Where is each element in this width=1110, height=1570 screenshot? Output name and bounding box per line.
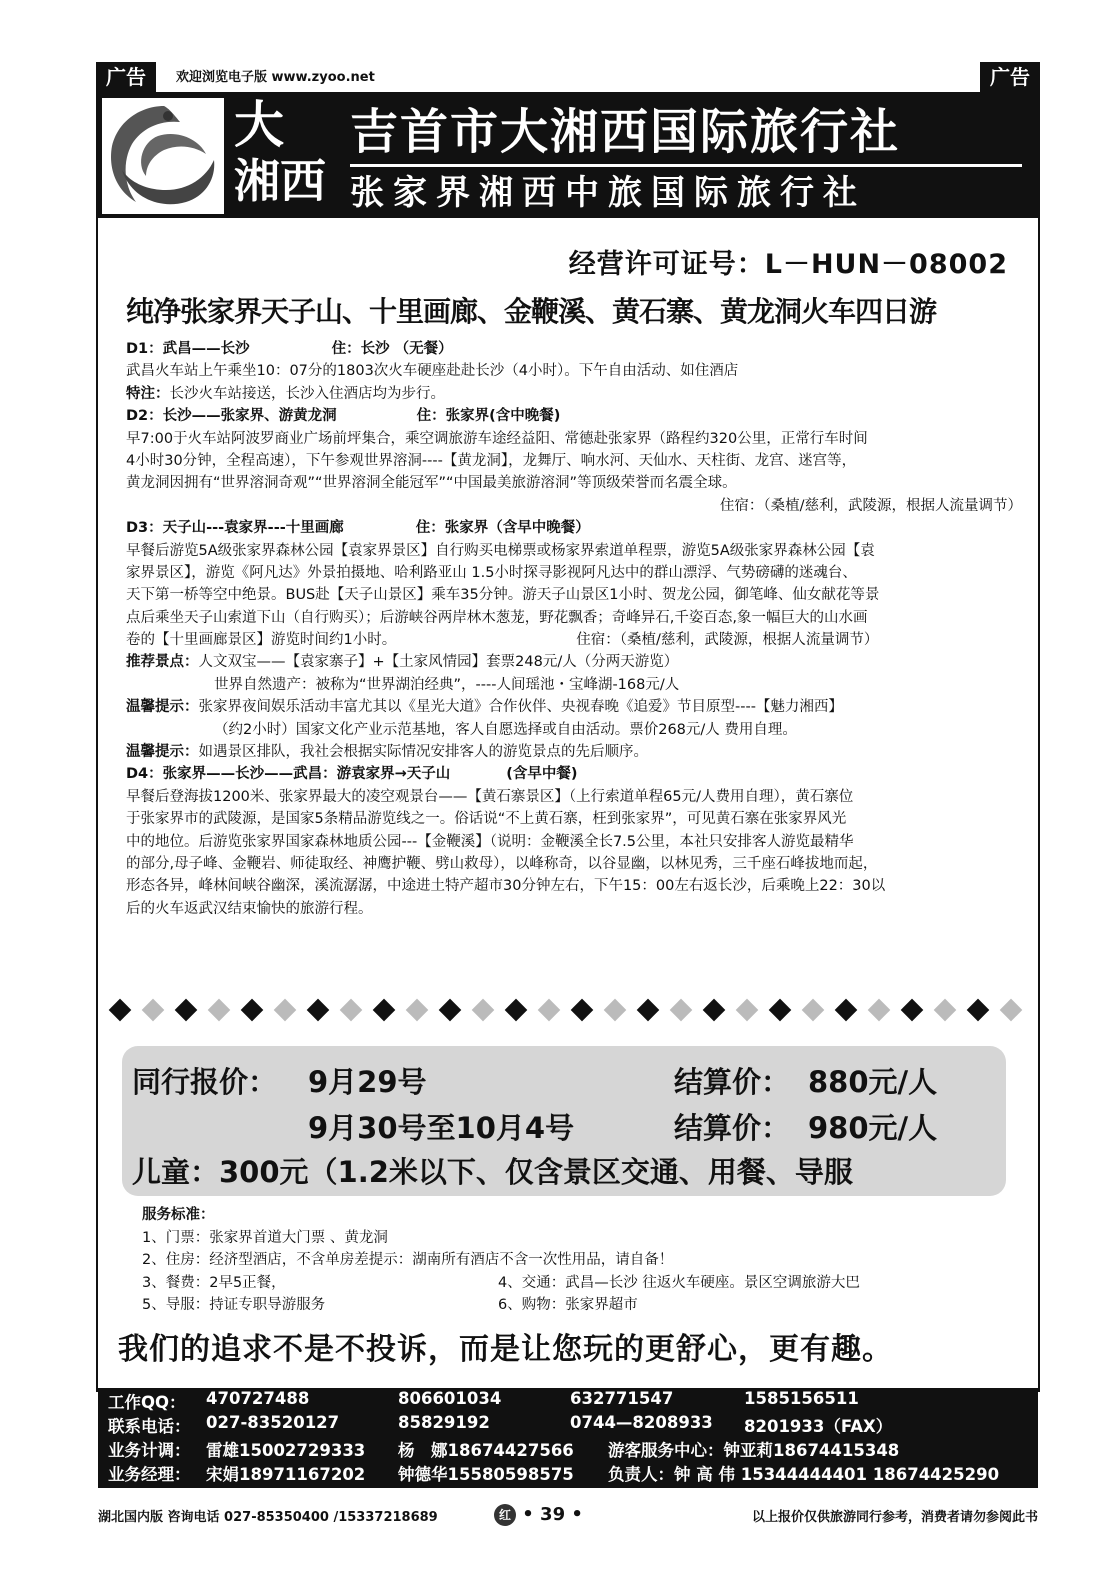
diamond-ornament-icon — [505, 999, 528, 1022]
tip1-row — [126, 696, 1026, 718]
qq-label: 工作QQ： — [108, 1393, 186, 1412]
tel-label: 联系电话： — [108, 1417, 191, 1436]
tip-label: 温馨提示： — [126, 744, 199, 761]
day3-title: D3：天子山---袁家界---十里画廊 — [126, 520, 344, 537]
header-divider — [350, 164, 1022, 167]
tel-number: 85829192 — [398, 1413, 490, 1432]
contact-block — [98, 1388, 1038, 1488]
top-bar — [96, 62, 1040, 92]
day3-line: 点后乘坐天子山索道下山（自行购买）；后游峡谷两岸林木葱茏，野花飘香；奇峰异石,千姿百态,象一幅巨大的山水画 — [126, 609, 868, 626]
day2-stay: 住：张家界(含中晚餐) — [416, 408, 561, 425]
tel-number: 027-83520127 — [206, 1413, 340, 1432]
diamond-ornament-icon — [802, 999, 825, 1022]
day4-line: 形态各异，峰林间峡谷幽深，溪流潺潺，中途进土特产超市30分钟左右，下午15：00左右返长沙，后乘晚上22：30以 — [126, 878, 886, 895]
day3-stay: 住：张家界（含早中晚餐） — [415, 520, 590, 537]
service-row — [142, 1272, 1022, 1295]
diamond-ornament-icon — [703, 999, 726, 1022]
service-item: 6、购物：张家界超市 — [498, 1297, 638, 1313]
diamond-ornament-icon — [439, 999, 462, 1022]
diamond-ornament-icon — [934, 999, 957, 1022]
day4-line: 后的火车返武汉结束愉快的旅游行程。 — [126, 900, 373, 917]
diamond-ornament-icon — [637, 999, 660, 1022]
price-date-1: 9月29号 — [308, 1065, 427, 1099]
tip1-line: （约2小时）国家文化产业示范基地，客人自愿选择或自由活动。票价268元/人 费用自理。 — [214, 721, 797, 738]
diamond-ornament-icon — [373, 999, 396, 1022]
day2-line: 黄龙洞因拥有“世界溶洞奇观”“世界溶洞全能冠军”“中国最美旅游溶洞”等顶级荣誉而名震全球。 — [126, 475, 737, 492]
day1-title: D1：武昌——长沙 — [126, 341, 250, 357]
diamond-ornament-icon — [967, 999, 990, 1022]
note-label: 特注： — [126, 385, 170, 402]
diamond-ornament-icon — [109, 999, 132, 1022]
day4-line: 早餐后登海拔1200米、张家界最大的凌空观景台——【黄石寨景区】（上行索道单程65元/人费用自理），黄石寨位 — [126, 788, 854, 805]
edition-badge-icon: 红 — [494, 1504, 516, 1526]
day3-line: 卷的【十里画廊景区】游览时间约1小时。 — [126, 632, 397, 649]
diamond-ornament-icon — [175, 999, 198, 1022]
tour-headline: 纯净张家界天子山、十里画廊、金鞭溪、黄石寨、黄龙洞火车四日游 — [126, 295, 937, 328]
settle-label-1: 结算价： — [674, 1065, 791, 1099]
day2-title: D2：长沙——张家界、游黄龙洞 — [126, 408, 337, 425]
day3-line: 天下第一桥等空中绝景。BUS赴【天子山景区】乘车35分钟。游天子山景区1小时、贺龙公园，御笔峰、仙女献花等景 — [126, 587, 880, 604]
tel-number: 0744—8208933 — [570, 1413, 713, 1432]
child-price: 儿童：300元（1.2米以下、仅含景区交通、用餐、导服 — [132, 1155, 853, 1189]
day3-line: 家界景区】，游览《阿凡达》外景拍摄地、哈利路亚山 1.5小时探寻影视阿凡达中的群山漂浮、气势磅礴的迷魂台、 — [126, 564, 857, 581]
diamond-ornament-icon — [406, 999, 429, 1022]
diamond-ornament-icon — [736, 999, 759, 1022]
ad-tag-left: 广告 — [96, 62, 156, 92]
qq-number: 470727488 — [206, 1389, 310, 1408]
diamond-ornament-icon — [142, 999, 165, 1022]
day4-title: D4：张家界——长沙——武昌：游袁家界→天子山 — [126, 766, 451, 783]
diamond-ornament-icon — [604, 999, 627, 1022]
day1-title-row — [126, 338, 1026, 360]
tip-text: 张家界夜间娱乐活动丰富尤其以《星光大道》合作伙伴、央视春晚《追爱》节目原型----【魅力湘西】 — [198, 699, 843, 716]
qq-number: 1585156511 — [744, 1389, 859, 1408]
agency-title-primary: 吉首市大湘西国际旅行社 — [350, 104, 901, 160]
day1-line: 武昌火车站上午乘坐10：07分的1803次火车硬座赴赴长沙（4小时）。下午自由活动、如住酒店 — [126, 363, 739, 380]
day3-accommodation: 住宿：（桑植/慈利，武陵源，根据人流量调节） — [576, 632, 879, 649]
price-label: 同行报价： — [132, 1065, 278, 1099]
price-date-2: 9月30号至10月4号 — [308, 1111, 575, 1145]
recommend-line: 世界自然遗产：被称为“世界湖泊经典”，----人间瑶池・宝峰湖-168元/人 — [214, 676, 680, 693]
diamond-ornament-icon — [769, 999, 792, 1022]
planner-contact: 雷雄15002729333 — [206, 1441, 366, 1460]
tel-number: 8201933（FAX） — [744, 1417, 893, 1436]
principal-contact: 负责人：钟 高 伟 15344444401 18674425290 — [608, 1465, 1000, 1484]
day3-line-last — [126, 629, 1026, 651]
settle-price-1: 880元/人 — [808, 1065, 938, 1099]
page-footer — [98, 1504, 1038, 1528]
day2-line: 4小时30分钟，全程高速），下午参观世界溶洞----【黄龙洞】，龙舞厅、响水河、天仙水、天柱街、龙宫、迷宫等， — [126, 452, 857, 469]
diamond-ornament-icon — [901, 999, 924, 1022]
qq-number: 806601034 — [398, 1389, 502, 1408]
qq-number: 632771547 — [570, 1389, 674, 1408]
service-item: 1、门票：张家界首道大门票 、黄龙洞 — [142, 1229, 388, 1246]
settle-price-2: 980元/人 — [808, 1111, 938, 1145]
agency-header — [98, 94, 1038, 218]
day1-stay: 住：长沙 （无餐） — [331, 341, 453, 357]
diamond-ornament-icon — [571, 999, 594, 1022]
manager-contact: 钟德华15580598575 — [398, 1465, 574, 1484]
diamond-divider — [108, 1000, 1028, 1022]
service-item: 5、导服：持证专职导游服务 — [142, 1297, 326, 1313]
planner-contact: 杨 娜18674427566 — [398, 1441, 574, 1460]
recommend-row — [126, 651, 1026, 673]
diamond-ornament-icon — [835, 999, 858, 1022]
phoenix-logo-icon — [102, 98, 224, 214]
diamond-ornament-icon — [307, 999, 330, 1022]
service-item: 4、交通：武昌—长沙 往返火车硬座。景区空调旅游大巴 — [498, 1274, 860, 1291]
price-box — [122, 1046, 1006, 1196]
manager-label: 业务经理： — [108, 1465, 191, 1484]
itinerary — [126, 338, 1026, 920]
note-text: 长沙火车站接送，长沙入住酒店均为步行。 — [169, 385, 445, 402]
logo-text-big: 大 — [234, 95, 284, 154]
service-center-contact: 游客服务中心：钟亚莉18674415348 — [608, 1441, 900, 1460]
footer-right: 以上报价仅供旅游同行参考，消费者请勿参阅此书 — [751, 1510, 1038, 1525]
tip2-row — [126, 741, 1026, 763]
diamond-ornament-icon — [868, 999, 891, 1022]
tip-label: 温馨提示： — [126, 699, 199, 716]
diamond-ornament-icon — [274, 999, 297, 1022]
day4-title-row — [126, 763, 1026, 785]
day3-line: 早餐后游览5A级张家界森林公园【袁家界景区】自行购买电梯票或杨家界索道单程票，游览5A级张家界森林公园【袁 — [126, 542, 875, 559]
recommend-label: 推荐景点： — [126, 654, 199, 671]
day1-note — [126, 383, 1026, 405]
footer-left: 湖北国内版 咨询电话 027-85350400 /15337218689 — [98, 1510, 438, 1525]
slogan: 我们的追求不是不投诉，而是让您玩的更舒心，更有趣。 — [118, 1332, 893, 1367]
diamond-ornament-icon — [670, 999, 693, 1022]
agency-title-secondary: 张家界湘西中旅国际旅行社 — [350, 173, 866, 213]
welcome-text: 欢迎浏览电子版 www.zyoo.net — [176, 70, 375, 85]
day3-title-row — [126, 517, 1026, 539]
diamond-ornament-icon — [538, 999, 561, 1022]
settle-label-2: 结算价： — [674, 1111, 791, 1145]
recommend-text: 人文双宝——【袁家寨子】+【土家风情园】套票248元/人（分两天游览） — [198, 654, 679, 671]
planner-label: 业务计调： — [108, 1441, 191, 1460]
logo-text-small: 湘西 — [234, 154, 326, 208]
manager-contact: 宋娟18971167202 — [206, 1465, 366, 1484]
ad-tag-right: 广告 — [980, 62, 1040, 92]
diamond-ornament-icon — [208, 999, 231, 1022]
service-row — [142, 1294, 1022, 1317]
diamond-ornament-icon — [340, 999, 363, 1022]
service-item: 2、住房：经济型酒店，不含单房差提示：湖南所有酒店不含一次性用品，请自备！ — [142, 1252, 674, 1268]
service-item: 3、餐费：2早5正餐， — [142, 1274, 286, 1291]
diamond-ornament-icon — [1000, 999, 1023, 1022]
tip-text: 如遇景区排队，我社会根据实际情况安排客人的游览景点的先后顺序。 — [198, 744, 648, 761]
day4-line: 中的地位。后游览张家界国家森林地质公园---【金鞭溪】（说明：金鞭溪全长7.5公里，本社只安排客人游览最精华 — [126, 833, 854, 850]
service-standards — [142, 1204, 1022, 1317]
day2-title-row — [126, 405, 1026, 427]
day4-line: 于张家界市的武陵源，是国家5条精品游览线之一。俗话说“不上黄石寨，枉到张家界”，可见黄石寨在张家界风光 — [126, 811, 847, 828]
license-number: 经营许可证号：L－HUN－08002 — [568, 249, 1008, 280]
day2-line: 早7:00于火车站阿波罗商业广场前坪集合，乘空调旅游车途经益阳、常德赴张家界（路程约320公里，正常行车时间 — [126, 430, 868, 447]
page-number-block — [494, 1504, 583, 1526]
page-number: • 39 • — [522, 1504, 583, 1525]
diamond-ornament-icon — [472, 999, 495, 1022]
service-title: 服务标准： — [142, 1207, 215, 1223]
day4-stay: (含早中餐) — [506, 766, 578, 783]
day2-accommodation: 住宿：（桑植/慈利，武陵源，根据人流量调节） — [719, 497, 1022, 514]
diamond-ornament-icon — [241, 999, 264, 1022]
day4-line: 的部分,母子峰、金鞭岩、师徒取经、神鹰护鞭、劈山救母），以峰称奇，以谷显幽，以林见秀，三千座石峰拔地而起， — [126, 855, 878, 872]
